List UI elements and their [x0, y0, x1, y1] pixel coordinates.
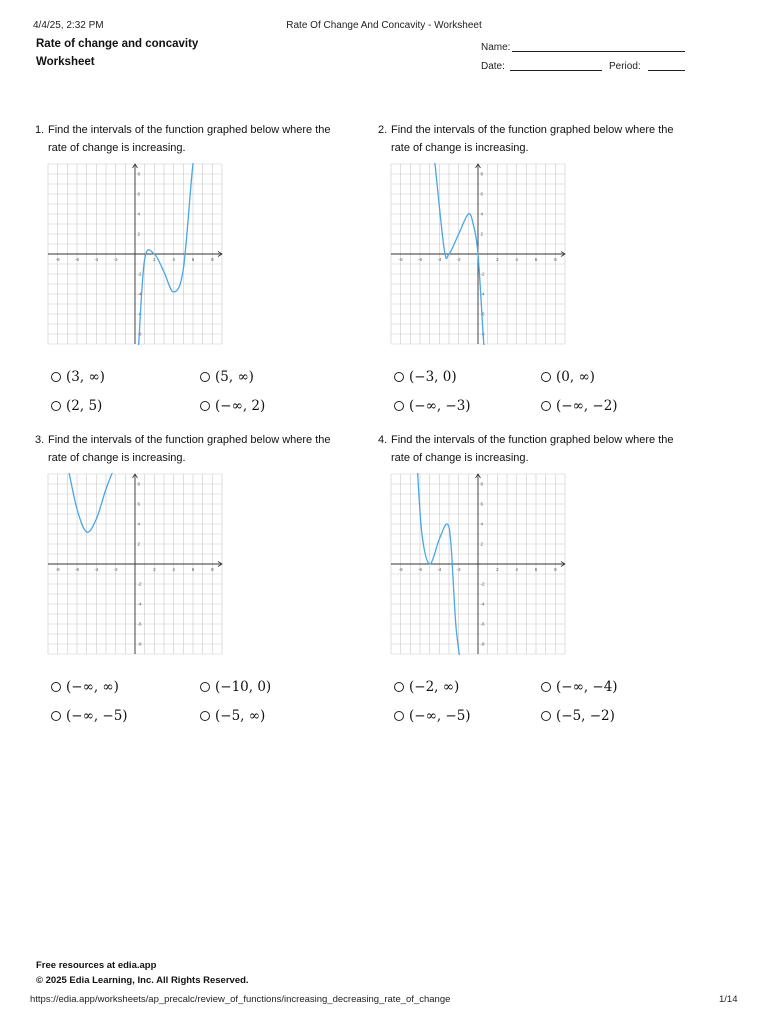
- y-tick-label: 2: [480, 231, 484, 237]
- footer-copyright: © 2025 Edia Learning, Inc. All Rights Reserved.: [36, 975, 249, 986]
- y-tick-label: 6: [480, 191, 484, 197]
- option-1b[interactable]: [200, 369, 254, 385]
- option-label: (5, ∞): [215, 369, 254, 385]
- option-1d[interactable]: [200, 398, 265, 414]
- option-label: (−∞, −5): [66, 708, 128, 724]
- y-tick-label: 4: [137, 211, 141, 217]
- radio-icon[interactable]: [541, 401, 551, 411]
- option-1a[interactable]: [51, 369, 105, 385]
- radio-icon[interactable]: [200, 682, 210, 692]
- question-text: Find the intervals of the function graphed below where the rate of change is increasing.: [391, 124, 674, 154]
- option-2c[interactable]: [394, 398, 471, 414]
- x-tick-label: -4: [94, 257, 99, 262]
- y-tick-label: 4: [480, 211, 484, 217]
- x-tick-label: -8: [55, 567, 60, 572]
- y-tick-label: -2: [137, 271, 142, 277]
- option-3c[interactable]: [51, 708, 128, 724]
- radio-icon[interactable]: [541, 372, 551, 382]
- x-tick-label: 4: [515, 567, 518, 572]
- y-tick-label: 8: [137, 481, 141, 487]
- print-datetime: 4/4/25, 2:32 PM: [33, 20, 104, 31]
- radio-icon[interactable]: [200, 711, 210, 721]
- question-number: 4.: [378, 434, 388, 446]
- y-tick-label: -8: [137, 331, 142, 337]
- x-tick-label: -8: [55, 257, 60, 262]
- graph-question-1: [47, 163, 223, 345]
- option-2a[interactable]: [394, 369, 457, 385]
- y-tick-label: 2: [137, 231, 141, 237]
- y-tick-label: 4: [480, 521, 484, 527]
- name-label: Name:: [481, 42, 511, 53]
- option-2b[interactable]: [541, 369, 595, 385]
- worksheet-title: Rate of change and concavity: [36, 38, 199, 50]
- option-label: (−3, 0): [409, 369, 457, 385]
- x-tick-label: 2: [153, 567, 156, 572]
- question-number: 2.: [378, 124, 388, 136]
- x-tick-label: -4: [94, 567, 99, 572]
- option-label: (−∞, 2): [215, 398, 266, 414]
- date-field[interactable]: [510, 70, 602, 71]
- option-3d[interactable]: [200, 708, 265, 724]
- y-tick-label: -2: [480, 271, 485, 277]
- x-tick-label: -2: [113, 257, 118, 262]
- x-tick-label: -6: [417, 567, 423, 572]
- radio-icon[interactable]: [541, 711, 551, 721]
- option-label: (−∞, −5): [409, 708, 471, 724]
- x-tick-label: 2: [153, 257, 156, 262]
- option-1c[interactable]: [51, 398, 102, 414]
- option-3b[interactable]: [200, 679, 271, 695]
- question-number: 3.: [35, 434, 45, 446]
- option-label: (−5, −2): [556, 708, 615, 724]
- x-tick-label: -2: [456, 257, 461, 262]
- y-tick-label: 8: [480, 171, 484, 177]
- y-tick-label: -4: [137, 291, 142, 297]
- radio-icon[interactable]: [200, 401, 210, 411]
- option-4d[interactable]: [541, 708, 615, 724]
- option-label: (−5, ∞): [215, 708, 266, 724]
- x-tick-label: -2: [456, 567, 461, 572]
- radio-icon[interactable]: [394, 372, 404, 382]
- y-tick-label: -6: [480, 621, 485, 627]
- question-text: Find the intervals of the function graphed below where the rate of change is increasing.: [48, 434, 331, 464]
- y-tick-label: -8: [480, 331, 485, 337]
- option-label: (2, 5): [66, 398, 103, 414]
- graph-question-4: [390, 473, 566, 655]
- period-label: Period:: [609, 61, 641, 72]
- y-tick-label: 2: [480, 541, 484, 547]
- graph-question-3: [47, 473, 223, 655]
- x-tick-label: 4: [172, 567, 175, 572]
- y-tick-label: -2: [480, 581, 485, 587]
- x-tick-label: 6: [534, 257, 538, 262]
- y-tick-label: -6: [137, 621, 142, 627]
- x-tick-label: 6: [191, 257, 195, 262]
- y-tick-label: -4: [480, 291, 485, 297]
- option-label: (−2, ∞): [409, 679, 460, 695]
- x-tick-label: -2: [113, 567, 118, 572]
- y-tick-label: 6: [137, 501, 141, 507]
- option-3a[interactable]: [51, 679, 119, 695]
- x-tick-label: -6: [74, 567, 80, 572]
- graph-question-2: [390, 163, 566, 345]
- radio-icon[interactable]: [200, 372, 210, 382]
- y-tick-label: 4: [137, 521, 141, 527]
- question-2: [378, 122, 678, 157]
- x-tick-label: -6: [74, 257, 80, 262]
- radio-icon[interactable]: [51, 711, 61, 721]
- x-tick-label: 4: [172, 257, 175, 262]
- option-4c[interactable]: [394, 708, 471, 724]
- y-tick-label: -4: [137, 601, 142, 607]
- x-tick-label: 6: [534, 567, 538, 572]
- radio-icon[interactable]: [541, 682, 551, 692]
- y-tick-label: 6: [137, 191, 141, 197]
- x-tick-label: 8: [554, 567, 557, 572]
- question-4: [378, 432, 678, 467]
- date-label: Date:: [481, 61, 505, 72]
- footer-free-resources: Free resources at edia.app: [36, 960, 157, 971]
- period-field[interactable]: [648, 70, 685, 71]
- option-label: (−∞, −2): [556, 398, 618, 414]
- option-label: (0, ∞): [556, 369, 595, 385]
- name-field[interactable]: [512, 51, 685, 52]
- y-tick-label: -6: [480, 311, 485, 317]
- option-label: (−∞, ∞): [66, 679, 119, 695]
- option-4a[interactable]: [394, 679, 459, 695]
- x-tick-label: 8: [211, 257, 214, 262]
- x-tick-label: 8: [211, 567, 214, 572]
- radio-icon[interactable]: [51, 401, 61, 411]
- option-label: (−∞, −3): [409, 398, 471, 414]
- worksheet-subtitle: Worksheet: [36, 56, 95, 68]
- function-curve: [67, 473, 113, 532]
- question-1: [35, 122, 335, 157]
- x-tick-label: -8: [398, 567, 403, 572]
- x-tick-label: 2: [496, 257, 499, 262]
- y-tick-label: -8: [137, 641, 142, 647]
- x-tick-label: -4: [437, 567, 442, 572]
- y-tick-label: 8: [480, 481, 484, 487]
- option-label: (3, ∞): [66, 369, 105, 385]
- footer-url[interactable]: https://edia.app/worksheets/ap_precalc/review_of_functions/increasing_decreasing_rate_of_change: [30, 994, 451, 1005]
- x-tick-label: 4: [515, 257, 518, 262]
- radio-icon[interactable]: [51, 372, 61, 382]
- y-tick-label: 6: [480, 501, 484, 507]
- print-page-title: Rate Of Change And Concavity - Worksheet: [286, 20, 482, 31]
- x-tick-label: 6: [191, 567, 195, 572]
- y-tick-label: -8: [480, 641, 485, 647]
- question-text: Find the intervals of the function graphed below where the rate of change is increasing.: [391, 434, 674, 464]
- option-4b[interactable]: [541, 679, 618, 695]
- y-tick-label: 2: [137, 541, 141, 547]
- x-tick-label: 2: [496, 567, 499, 572]
- page-number: 1/14: [719, 994, 738, 1005]
- x-tick-label: -4: [437, 257, 442, 262]
- y-tick-label: -6: [137, 311, 142, 317]
- radio-icon[interactable]: [394, 682, 404, 692]
- x-tick-label: -6: [417, 257, 423, 262]
- option-label: (−∞, −4): [556, 679, 618, 695]
- x-tick-label: 8: [554, 257, 557, 262]
- x-tick-label: -8: [398, 257, 403, 262]
- question-text: Find the intervals of the function graphed below where the rate of change is increasing.: [48, 124, 331, 154]
- y-tick-label: -4: [480, 601, 485, 607]
- radio-icon[interactable]: [51, 682, 61, 692]
- option-label: (−10, 0): [215, 679, 272, 695]
- question-number: 1.: [35, 124, 45, 136]
- option-2d[interactable]: [541, 398, 618, 414]
- y-tick-label: -2: [137, 581, 142, 587]
- question-3: [35, 432, 335, 467]
- radio-icon[interactable]: [394, 711, 404, 721]
- radio-icon[interactable]: [394, 401, 404, 411]
- y-tick-label: 8: [137, 171, 141, 177]
